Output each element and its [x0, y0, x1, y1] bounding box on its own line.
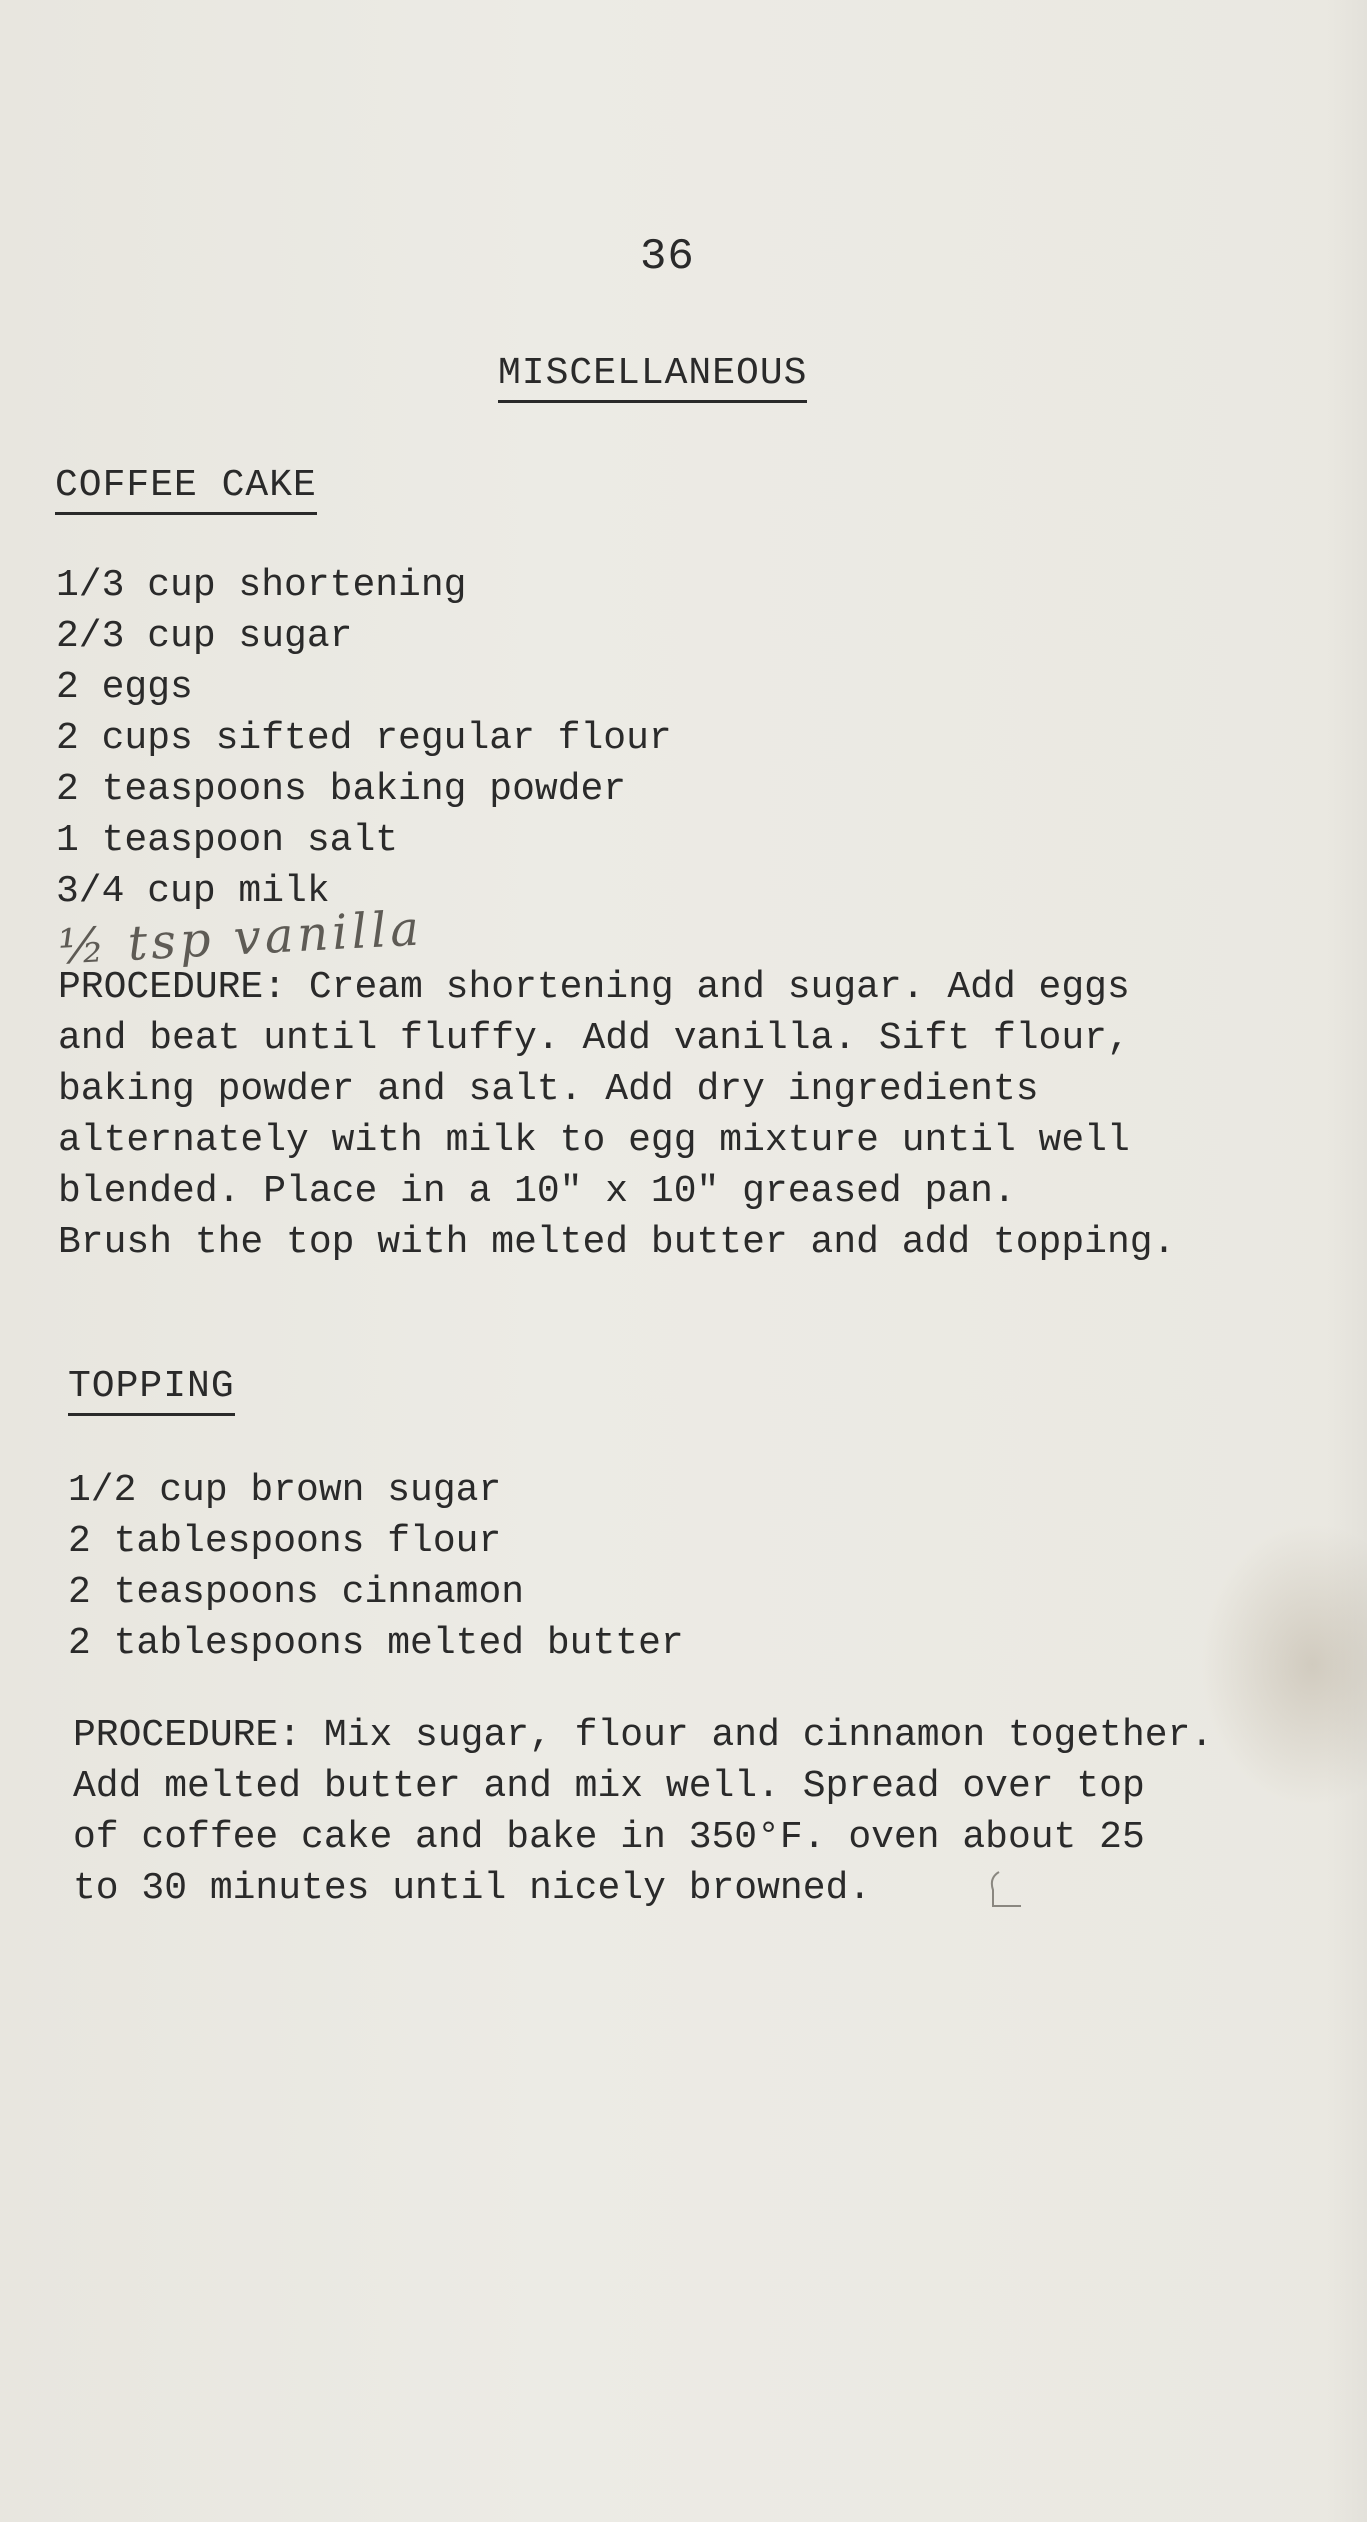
pencil-check-mark: [985, 1866, 1035, 1914]
ingredient-item: 2 cups sifted regular flour: [56, 717, 672, 760]
procedure-line: PROCEDURE: Cream shortening and sugar. Add eggs: [58, 966, 1130, 1009]
procedure-line: baking powder and salt. Add dry ingredients: [58, 1068, 1039, 1111]
procedure-line: blended. Place in a 10" x 10" greased pan.: [58, 1170, 1016, 1213]
procedure-line: PROCEDURE: Mix sugar, flour and cinnamon together.: [73, 1714, 1214, 1757]
topping-ingredients: [68, 1465, 684, 1669]
ingredient-item: 2/3 cup sugar: [56, 615, 353, 658]
ingredient-item: 2 teaspoons cinnamon: [68, 1571, 525, 1614]
ingredient-item: 2 tablespoons melted butter: [68, 1622, 684, 1665]
handwritten-note: ½ tsp vanilla: [56, 900, 425, 976]
paper-edge: [1325, 0, 1367, 2522]
ingredient-item: 2 teaspoons baking powder: [56, 768, 627, 811]
topping-procedure: [73, 1710, 1213, 1914]
coffee-cake-procedure: [58, 962, 1175, 1268]
coffee-cake-heading: COFFEE CAKE: [55, 464, 317, 507]
coffee-cake-ingredients: [56, 560, 672, 917]
procedure-line: of coffee cake and bake in 350°F. oven about 25: [73, 1816, 1145, 1859]
ingredient-item: 2 eggs: [56, 666, 193, 709]
ingredient-item: 2 tablespoons flour: [68, 1520, 502, 1563]
topping-heading: TOPPING: [68, 1365, 235, 1408]
procedure-line: Brush the top with melted butter and add topping.: [58, 1221, 1176, 1264]
procedure-line: and beat until fluffy. Add vanilla. Sift flour,: [58, 1017, 1130, 1060]
procedure-line: to 30 minutes until nicely browned.: [73, 1867, 872, 1910]
procedure-line: Add melted butter and mix well. Spread over top: [73, 1765, 1145, 1808]
procedure-line: alternately with milk to egg mixture until well: [58, 1119, 1130, 1162]
section-title: MISCELLANEOUS: [498, 352, 808, 395]
ingredient-item: 3/4 cup milk: [56, 870, 330, 913]
ingredient-item: 1/3 cup shortening: [56, 564, 467, 607]
page-number: 36: [640, 232, 695, 282]
ingredient-item: 1/2 cup brown sugar: [68, 1469, 502, 1512]
ingredient-item: 1 teaspoon salt: [56, 819, 399, 862]
